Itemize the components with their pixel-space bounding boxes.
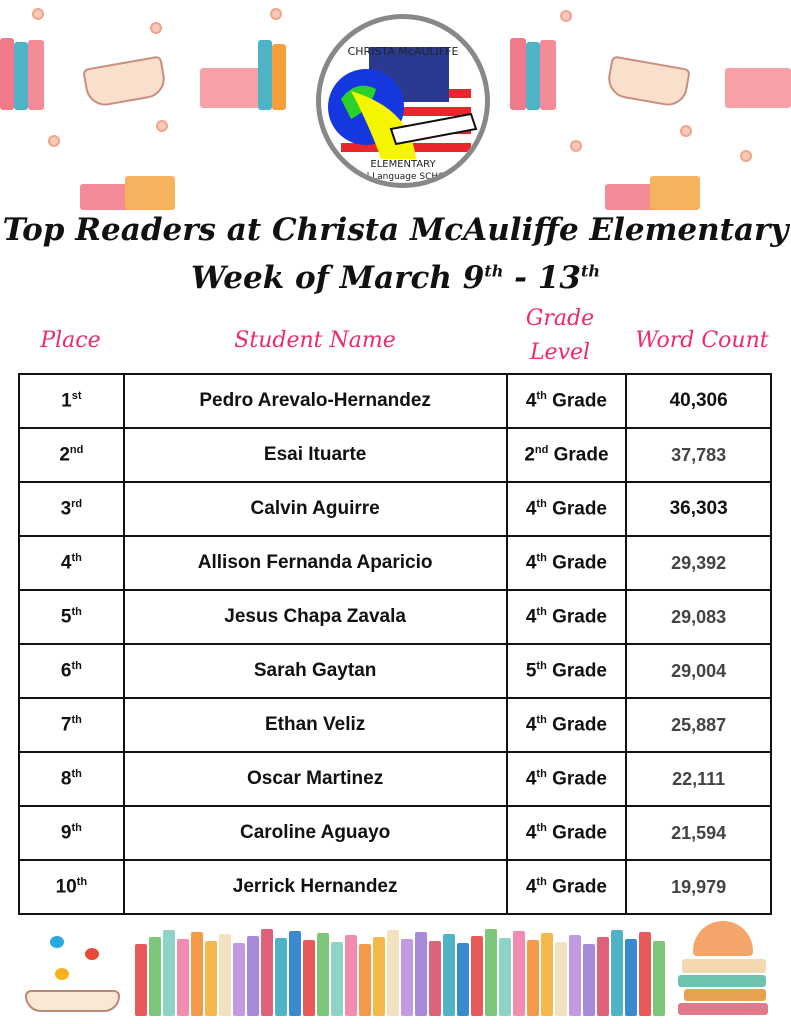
place-cell xyxy=(19,752,124,806)
header-word-count: Word Count xyxy=(635,328,769,353)
table-row xyxy=(19,374,771,428)
book-spine xyxy=(415,932,427,1016)
table-row xyxy=(19,698,771,752)
book-spine xyxy=(513,931,525,1016)
book-stack-flowers-decoration xyxy=(678,915,770,1015)
grade-suffix: th xyxy=(536,713,547,726)
grade-cell xyxy=(507,644,627,698)
flower-decoration xyxy=(740,150,752,162)
place-suffix: nd xyxy=(69,443,84,456)
logo-top-text: CHRISTA McAULIFFE xyxy=(347,45,459,58)
logo-emblem-icon xyxy=(321,19,485,183)
grade-cell xyxy=(507,698,627,752)
flower-decoration xyxy=(156,120,168,132)
student-name-cell: Allison Fernanda Aparicio xyxy=(124,536,507,590)
book-spine xyxy=(275,938,287,1016)
flower-decoration xyxy=(560,10,572,22)
top-readers-table xyxy=(18,373,772,915)
book-stack-decoration xyxy=(605,176,705,210)
word-count-cell: 19,979 xyxy=(626,860,771,914)
grade-cell xyxy=(507,590,627,644)
place-suffix: th xyxy=(71,605,82,618)
word-count-cell: 36,303 xyxy=(626,482,771,536)
student-name-cell: Jerrick Hernandez xyxy=(124,860,507,914)
grade-word: Grade xyxy=(546,660,608,682)
flower-decoration xyxy=(48,135,60,147)
book-spine xyxy=(289,931,301,1016)
place-number: 1 xyxy=(61,390,72,412)
place-cell xyxy=(19,428,124,482)
book-spine xyxy=(499,938,511,1016)
word-count-cell: 25,887 xyxy=(626,698,771,752)
logo-middle-text: ELEMENTARY xyxy=(370,159,436,170)
place-suffix: th xyxy=(71,767,82,780)
grade-suffix: th xyxy=(536,551,547,564)
grade-number: 4 xyxy=(525,498,537,520)
book-spine xyxy=(527,940,539,1016)
header-grade-line2: Level xyxy=(529,340,591,365)
grade-word: Grade xyxy=(546,552,608,574)
grade-word: Grade xyxy=(546,498,608,520)
place-number: 7 xyxy=(60,714,72,736)
book-spine xyxy=(401,939,413,1016)
bookshelf-decoration xyxy=(135,928,665,1016)
table-row xyxy=(19,536,771,590)
place-number: 8 xyxy=(60,768,72,790)
school-logo xyxy=(316,14,490,188)
place-cell xyxy=(19,698,124,752)
book-spine xyxy=(191,932,203,1016)
grade-suffix: th xyxy=(536,821,547,834)
flower-decoration xyxy=(570,140,582,152)
grade-suffix: th xyxy=(536,605,547,618)
book-spine xyxy=(163,930,175,1016)
table-row xyxy=(19,482,771,536)
grade-word: Grade xyxy=(546,714,608,736)
place-number: 9 xyxy=(60,822,72,844)
flower-decoration xyxy=(270,8,282,20)
book-spine xyxy=(387,930,399,1016)
book-spine xyxy=(443,934,455,1016)
book-spine xyxy=(219,934,231,1016)
book-spine xyxy=(149,937,161,1016)
grade-word: Grade xyxy=(546,390,608,412)
place-number: 4 xyxy=(60,552,72,574)
book-spine xyxy=(457,943,469,1016)
grade-word: Grade xyxy=(546,876,608,898)
butterflies-open-book-decoration xyxy=(20,928,125,1018)
student-name-cell: Oscar Martinez xyxy=(124,752,507,806)
table-row xyxy=(19,752,771,806)
student-name-cell: Pedro Arevalo-Hernandez xyxy=(124,374,507,428)
header-student-name: Student Name xyxy=(234,328,396,353)
grade-cell xyxy=(507,752,627,806)
book-spine xyxy=(317,933,329,1016)
header-grade-line1: Grade xyxy=(525,306,595,331)
place-suffix: rd xyxy=(71,497,83,510)
place-number: 2 xyxy=(59,444,70,466)
grade-word: Grade xyxy=(546,822,608,844)
place-cell xyxy=(19,806,124,860)
place-number: 6 xyxy=(60,660,72,682)
title-line-1: Top Readers at Christa McAuliffe Elementary xyxy=(2,212,789,248)
book-spine xyxy=(359,944,371,1016)
book-stack-decoration xyxy=(725,40,791,110)
grade-suffix: th xyxy=(536,659,547,672)
book-spine xyxy=(569,935,581,1016)
book-spine xyxy=(639,932,651,1016)
word-count-cell: 29,392 xyxy=(626,536,771,590)
title-sup: th xyxy=(580,261,600,281)
student-name-cell: Calvin Aguirre xyxy=(124,482,507,536)
place-number: 10 xyxy=(55,876,77,898)
book-spine xyxy=(373,937,385,1016)
grade-word: Grade xyxy=(546,606,608,628)
table-row xyxy=(19,860,771,914)
place-cell xyxy=(19,860,124,914)
book-spine xyxy=(611,930,623,1016)
place-cell xyxy=(19,482,124,536)
place-number: 5 xyxy=(60,606,72,628)
grade-suffix: th xyxy=(536,497,547,510)
grade-suffix: th xyxy=(536,875,547,888)
word-count-cell: 29,004 xyxy=(626,644,771,698)
word-count-cell: 37,783 xyxy=(626,428,771,482)
place-suffix: th xyxy=(71,713,82,726)
place-cell xyxy=(19,536,124,590)
grade-suffix: th xyxy=(536,767,547,780)
place-cell xyxy=(19,590,124,644)
book-spine xyxy=(541,933,553,1016)
book-stack-decoration xyxy=(80,176,180,210)
place-suffix: th xyxy=(76,875,88,888)
logo-bottom-text: Dual Language SCHOOL xyxy=(348,172,458,182)
student-name-cell: Esai Ituarte xyxy=(124,428,507,482)
grade-number: 4 xyxy=(525,876,537,898)
book-spine xyxy=(135,944,147,1016)
table-row xyxy=(19,644,771,698)
place-suffix: th xyxy=(71,821,82,834)
grade-suffix: th xyxy=(536,389,547,402)
book-spine xyxy=(555,942,567,1016)
grade-word: Grade xyxy=(548,444,609,466)
flower-decoration xyxy=(32,8,44,20)
place-suffix: st xyxy=(71,389,82,402)
book-spine xyxy=(471,936,483,1016)
flower-decoration xyxy=(150,22,162,34)
book-spine xyxy=(233,943,245,1016)
title-sup: th xyxy=(484,261,504,281)
book-spine xyxy=(177,939,189,1016)
grade-number: 4 xyxy=(525,552,537,574)
place-number: 3 xyxy=(60,498,72,520)
book-spine xyxy=(331,942,343,1016)
book-spine xyxy=(429,941,441,1016)
place-cell xyxy=(19,644,124,698)
grade-cell xyxy=(507,374,627,428)
word-count-cell: 22,111 xyxy=(626,752,771,806)
place-suffix: th xyxy=(71,551,82,564)
grade-number: 2 xyxy=(524,444,535,466)
book-stack-decoration xyxy=(200,40,300,110)
book-spine xyxy=(625,939,637,1016)
student-name-cell: Sarah Gaytan xyxy=(124,644,507,698)
book-spine xyxy=(247,936,259,1016)
table-row xyxy=(19,428,771,482)
title-week-end: - 13 xyxy=(503,260,581,296)
student-name-cell: Caroline Aguayo xyxy=(124,806,507,860)
table-row xyxy=(19,590,771,644)
student-name-cell: Jesus Chapa Zavala xyxy=(124,590,507,644)
book-spine xyxy=(205,941,217,1016)
place-suffix: th xyxy=(71,659,82,672)
book-spine xyxy=(345,935,357,1016)
title-line-2 xyxy=(0,260,791,296)
grade-cell xyxy=(507,860,627,914)
table-row xyxy=(19,806,771,860)
grade-number: 5 xyxy=(525,660,537,682)
grade-cell xyxy=(507,536,627,590)
grade-word: Grade xyxy=(546,768,608,790)
flower-decoration xyxy=(680,125,692,137)
grade-number: 4 xyxy=(525,390,537,412)
word-count-cell: 40,306 xyxy=(626,374,771,428)
header-place: Place xyxy=(40,328,101,353)
grade-cell xyxy=(507,482,627,536)
book-stack-decoration xyxy=(500,38,570,110)
word-count-cell: 21,594 xyxy=(626,806,771,860)
book-stack-decoration xyxy=(0,38,45,110)
grade-suffix: nd xyxy=(534,443,549,456)
grade-number: 4 xyxy=(525,606,537,628)
grade-cell xyxy=(507,806,627,860)
place-cell xyxy=(19,374,124,428)
book-spine xyxy=(485,929,497,1016)
book-spine xyxy=(653,941,665,1016)
book-spine xyxy=(261,929,273,1016)
title-week-text: Week of March 9 xyxy=(191,260,485,296)
open-book-decoration xyxy=(82,55,168,108)
book-spine xyxy=(303,940,315,1016)
book-spine xyxy=(597,937,609,1016)
student-name-cell: Ethan Veliz xyxy=(124,698,507,752)
open-book-decoration xyxy=(605,55,691,108)
grade-number: 4 xyxy=(525,822,537,844)
grade-number: 4 xyxy=(525,714,537,736)
grade-cell xyxy=(507,428,627,482)
book-spine xyxy=(583,944,595,1016)
grade-number: 4 xyxy=(525,768,537,790)
word-count-cell: 29,083 xyxy=(626,590,771,644)
